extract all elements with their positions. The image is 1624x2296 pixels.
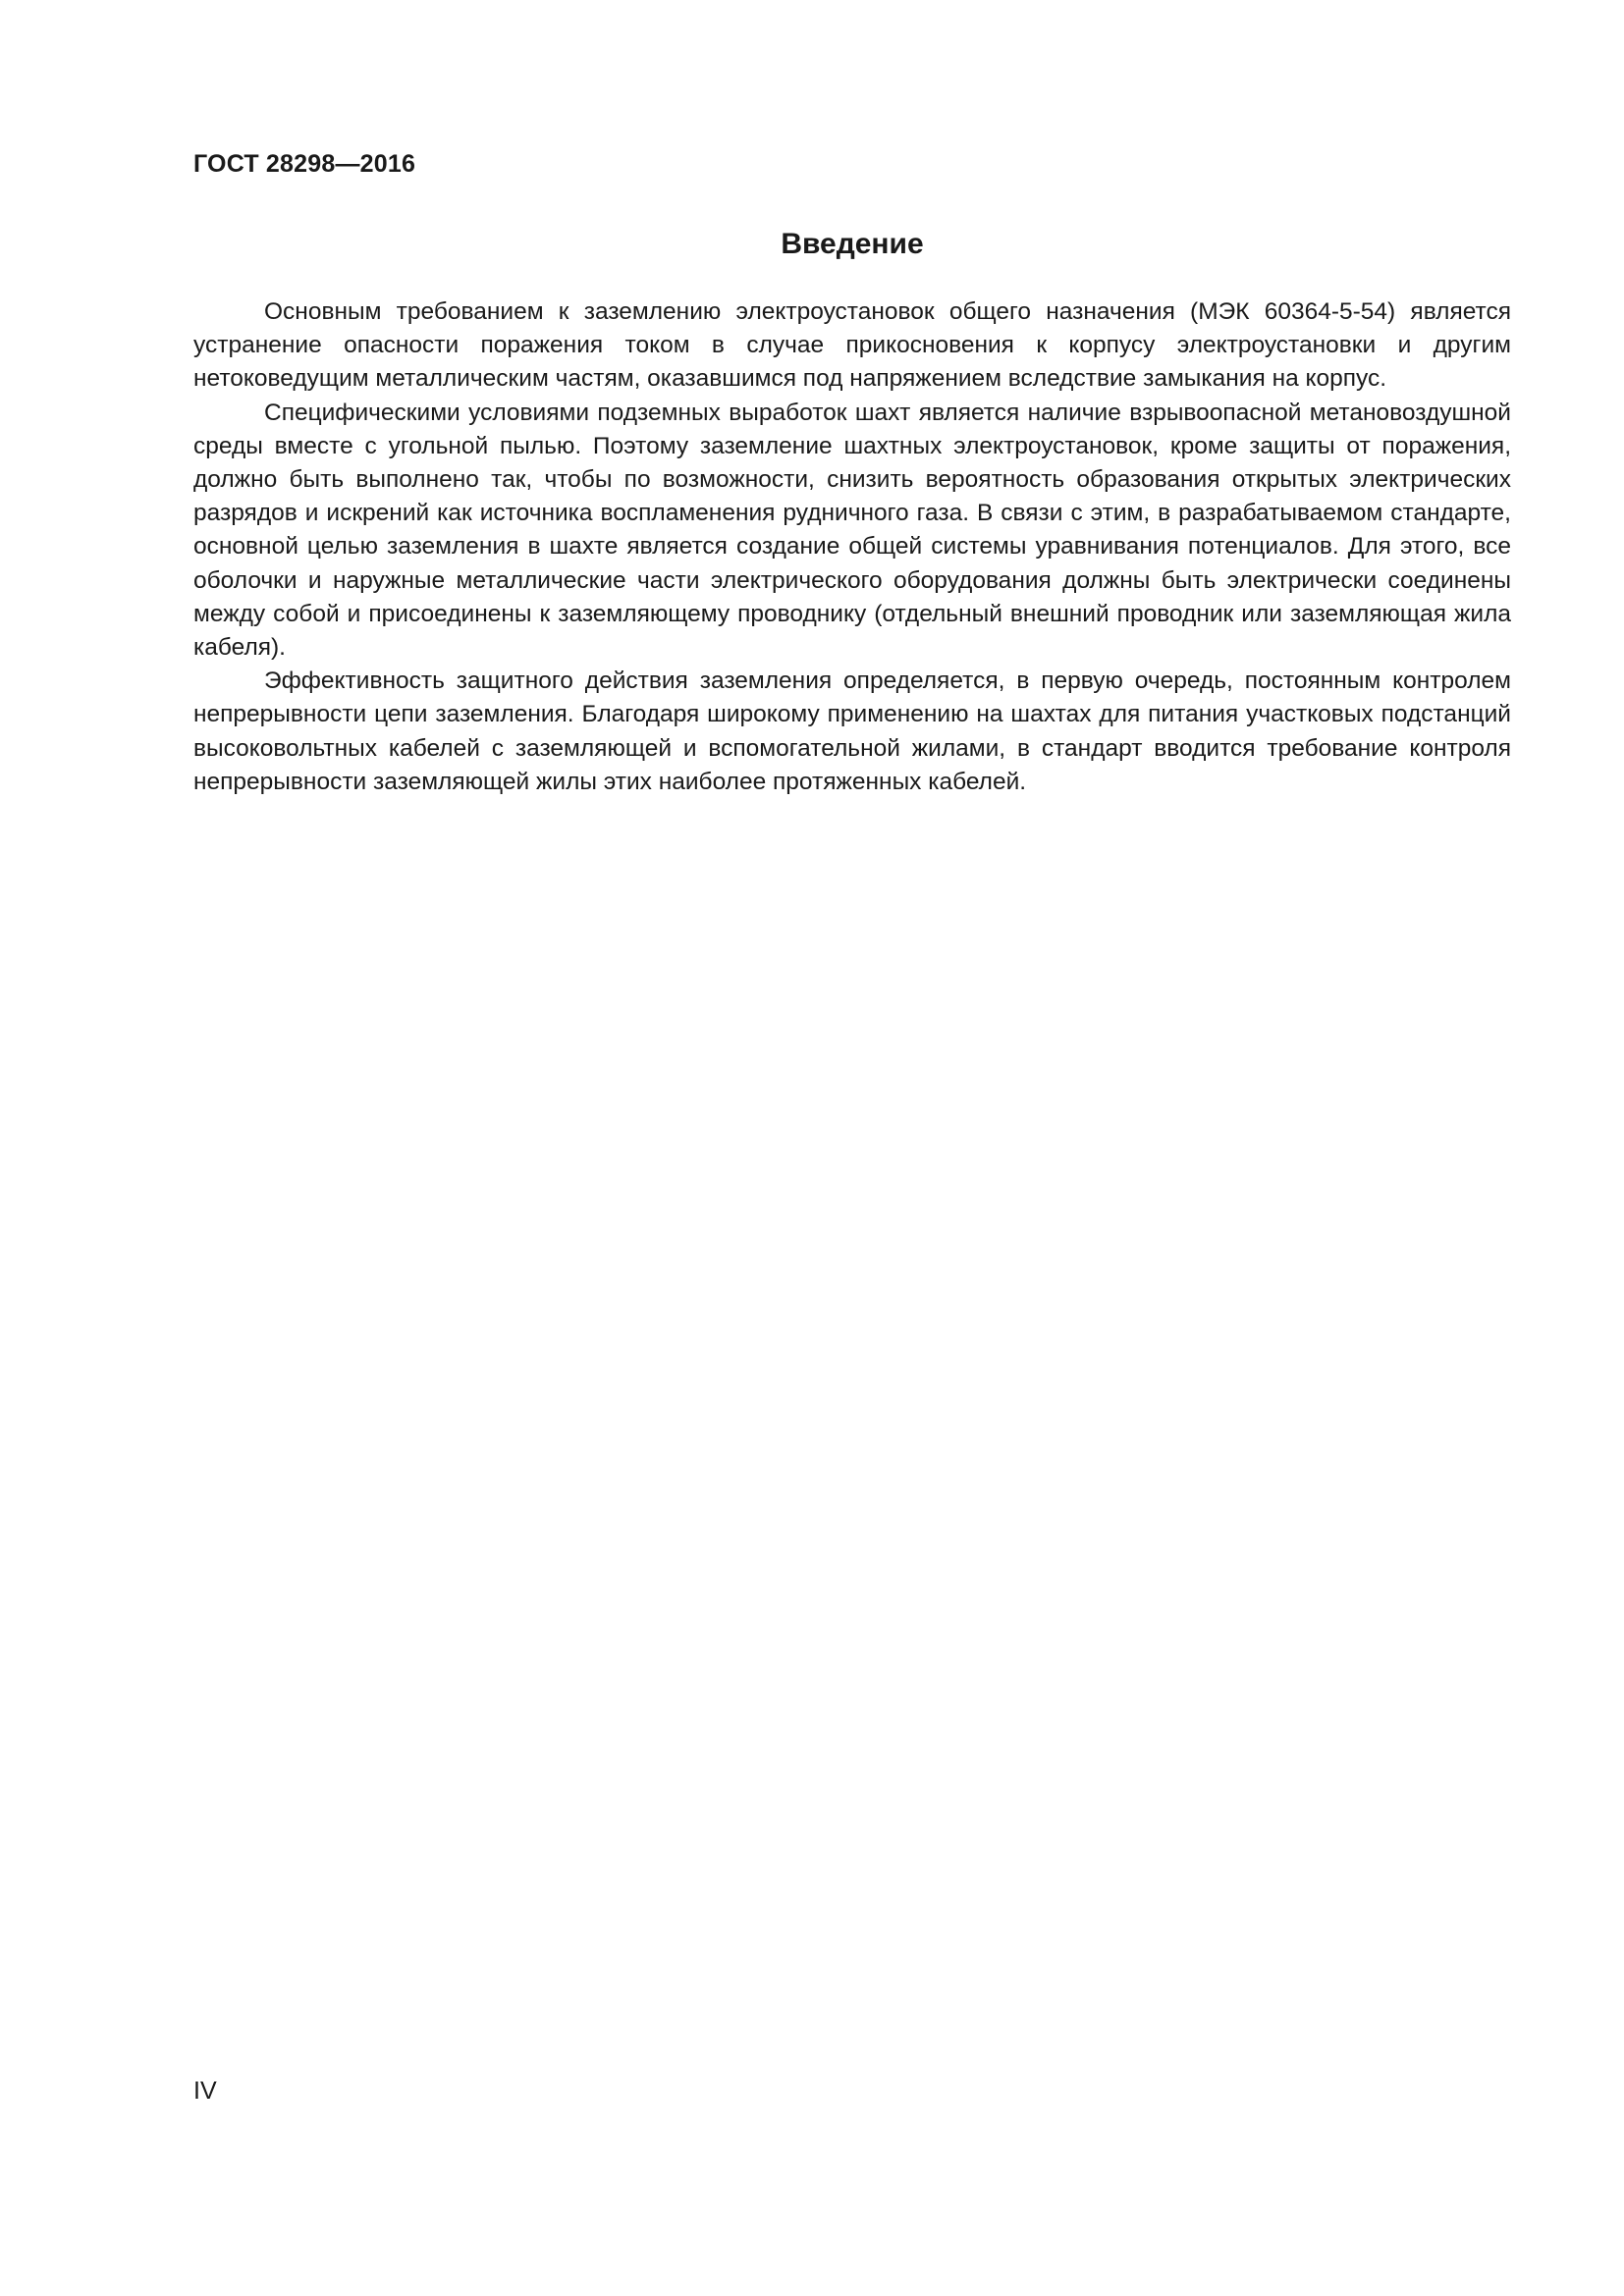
standard-code: ГОСТ 28298—2016	[193, 150, 416, 178]
body-text	[193, 295, 1511, 799]
page-number: IV	[193, 2077, 217, 2105]
section-title: Введение	[781, 228, 924, 260]
paragraph-3: Эффективность защитного действия заземления определяется, в первую очередь, постоянным контролем непрерывности цепи заземления. Благодаря широкому применению на шахтах для питания участковых подстанций высоковольтных кабелей с заземляющей и вспомогательной жилами, в стандарт вводится требование контроля непрерывности заземляющей жилы этих наиболее протяженных кабелей.	[193, 667, 1511, 795]
paragraph-1: Основным требованием к заземлению электроустановок общего назначения (МЭК 60364-5-54) является устранение опасности поражения током в случае прикосновения к корпусу электроустановки и другим нетоковедущим металлическим частям, оказавшимся под напряжением вследствие замыкания на корпус.	[193, 298, 1511, 393]
paragraph-2: Специфическими условиями подземных выработок шахт является наличие взрывоопасной метановоздушной среды вместе с угольной пылью. Поэтому заземление шахтных электроустановок, кроме защиты от поражения, должно быть выполнено так, чтобы по возможности, снизить вероятность образования открытых электрических разрядов и искрений как источника воспламенения рудничного газа. В связи с этим, в разрабатываемом стандарте, основной целью заземления в шахте является создание общей системы уравнивания потенциалов. Для этого, все оболочки и наружные металлические части электрического оборудования должны быть электрически соединены между собой и присоединены к заземляющему проводнику (отдельный внешний проводник или заземляющая жила кабеля).	[193, 399, 1511, 662]
